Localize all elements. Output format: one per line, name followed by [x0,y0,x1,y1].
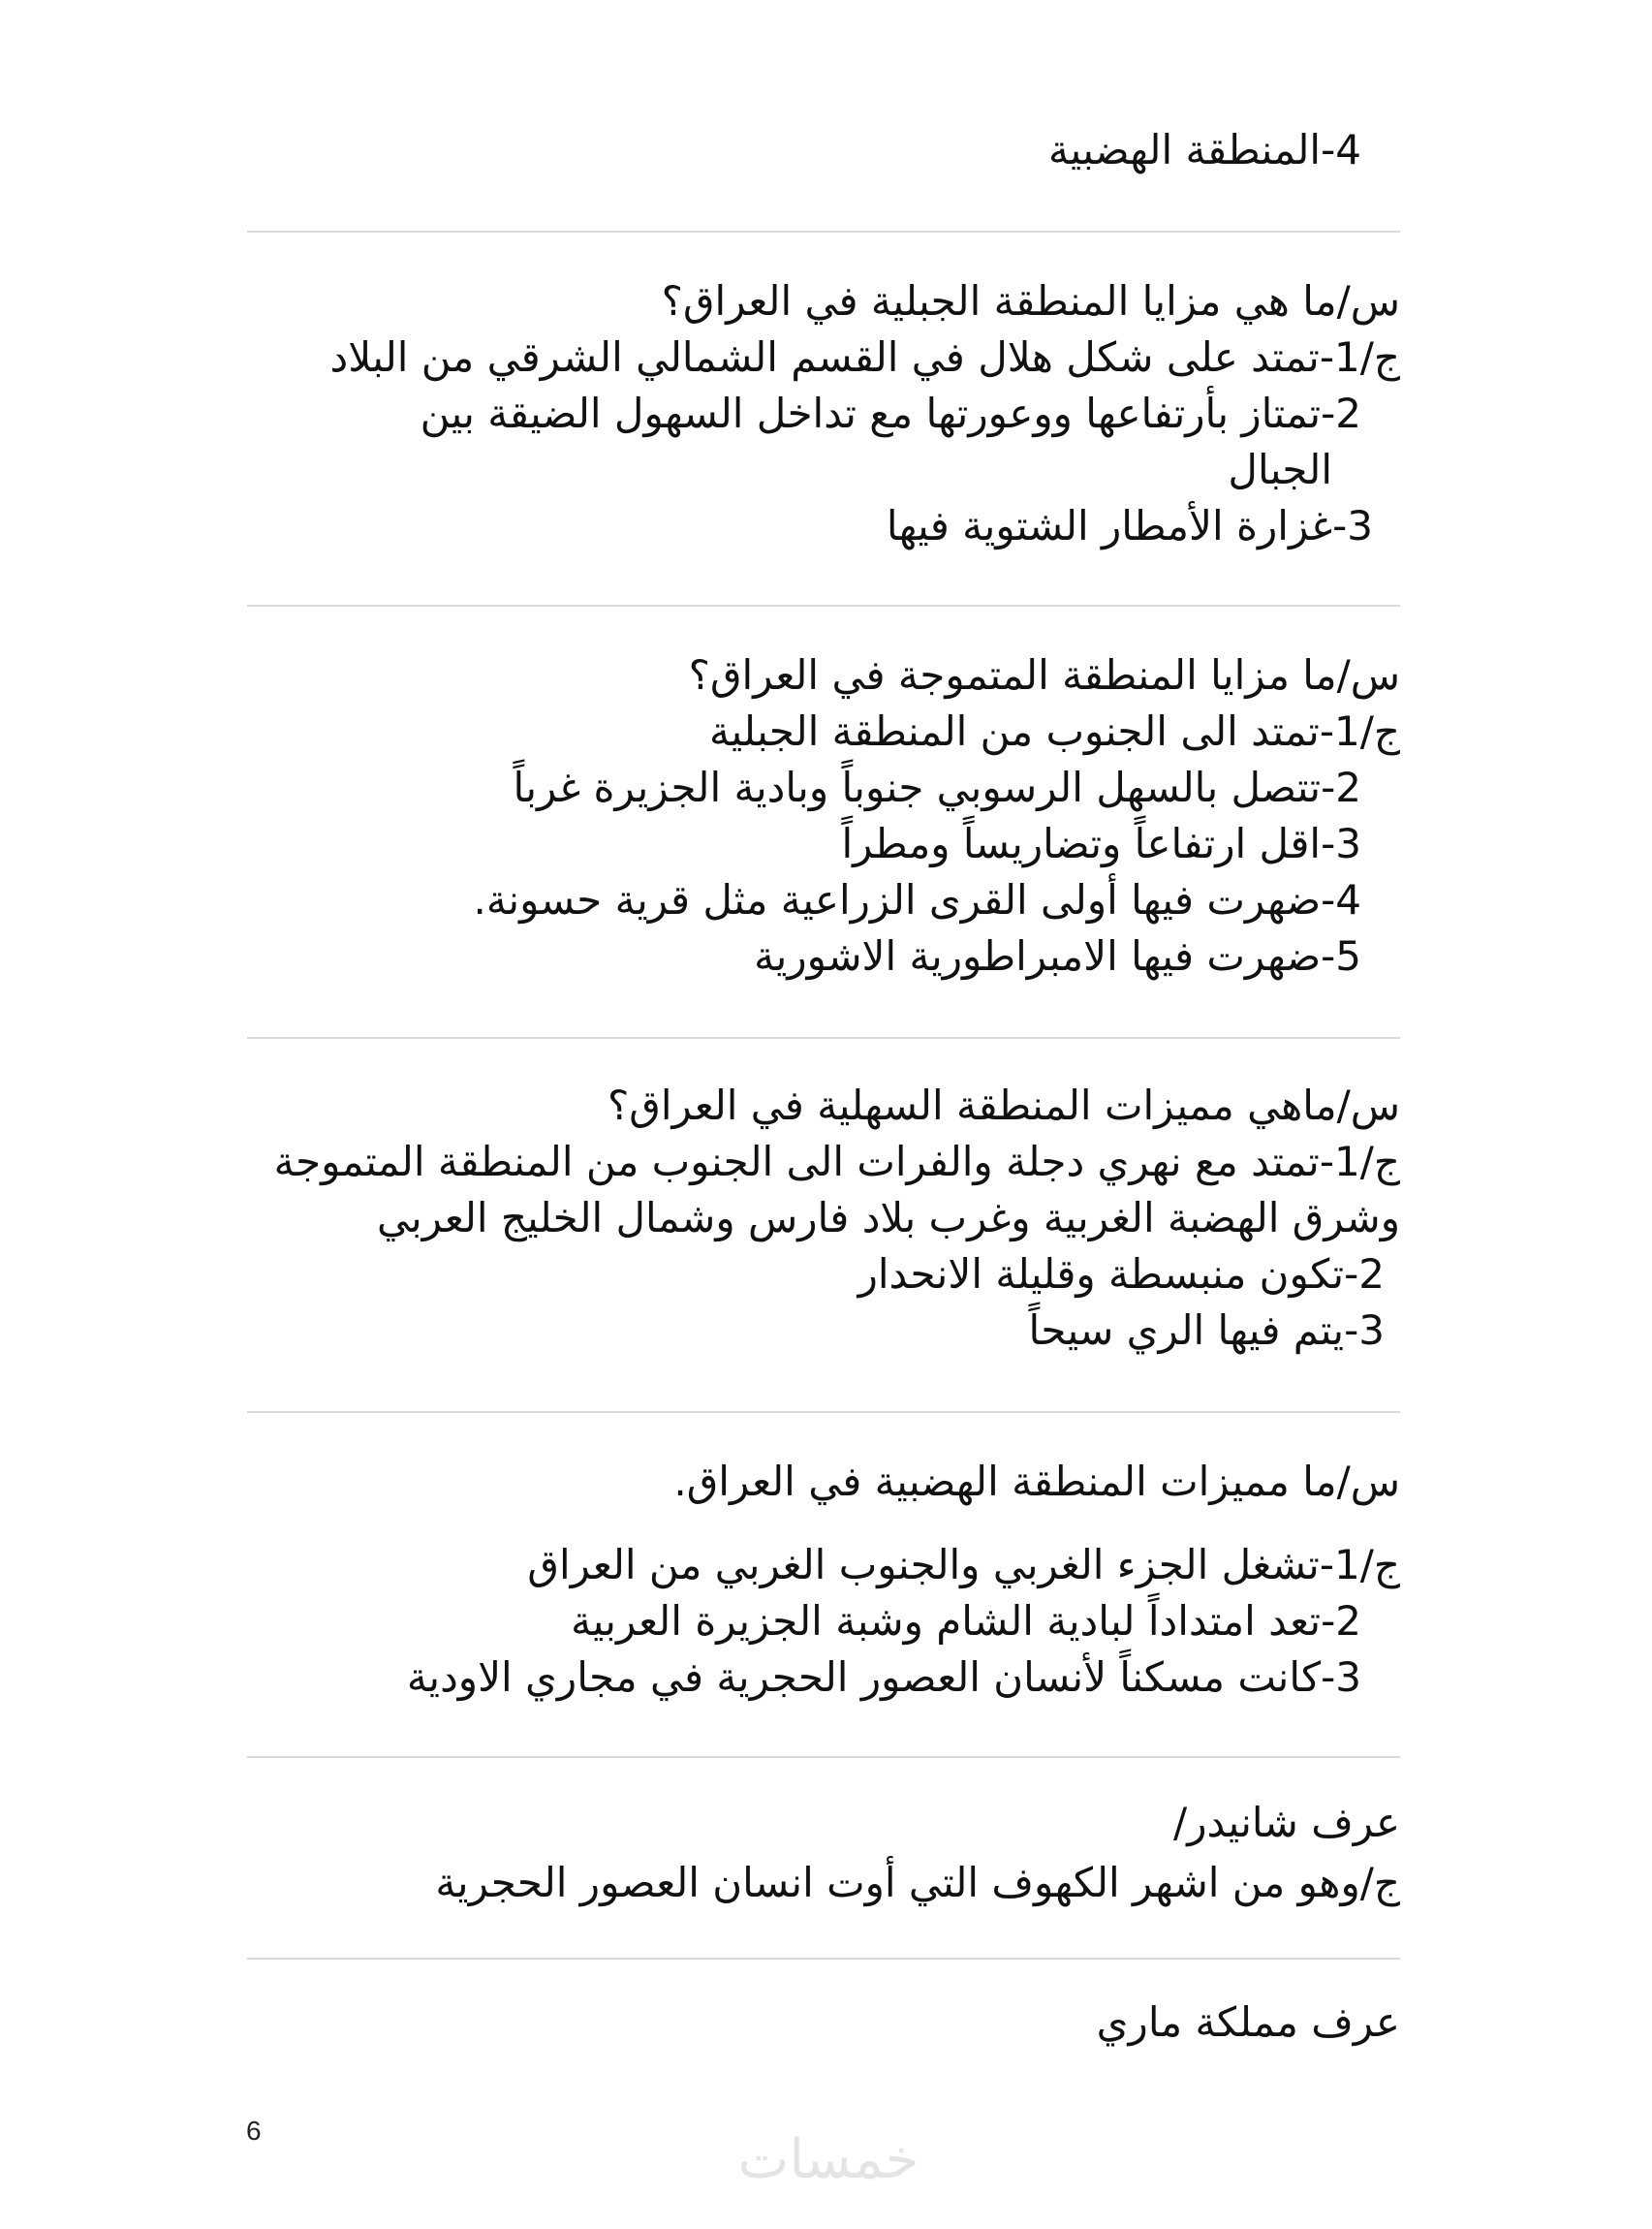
divider [247,1958,1400,1960]
question-undulating: س/ما مزايا المنطقة المتموجة في العراق؟ [688,651,1400,699]
page-number: 6 [246,2116,262,2146]
divider [247,605,1400,607]
answer-line: 4-ضهرت فيها أولى القرى الزراعية مثل قرية حسونة. [473,876,1361,924]
question-mountain: س/ما هي مزايا المنطقة الجبلية في العراق؟ [661,277,1400,325]
answer-line: 3-غزارة الأمطار الشتوية فيها [886,502,1373,549]
answer-line: ج/1-تمتد مع نهري دجلة والفرات الى الجنوب من المنطقة المتموجة [273,1138,1400,1185]
answer-line: وشرق الهضبة الغربية وغرب بلاد فارس وشمال الخليج العربي [376,1194,1400,1241]
question-shanidar: عرف شانيدر/ [1173,1799,1400,1846]
divider [247,1756,1400,1758]
answer-line: الجبال [1228,446,1332,493]
answer-line: 3-يتم فيها الري سيحاً [1028,1306,1385,1354]
divider [247,1037,1400,1039]
watermark-logo: خمسات [737,2128,920,2191]
answer-line: 2-تمتاز بأرتفاعها ووعورتها مع تداخل السهول الضيقة بين [420,390,1361,437]
answer-line: ج/وهو من اشهر الكهوف التي أوت انسان العصور الحجرية [435,1859,1400,1906]
answer-line: 3-اقل ارتفاعاً وتضاريساً ومطراً [841,820,1361,867]
answer-line: ج/1-تمتد الى الجنوب من المنطقة الجبلية [708,707,1400,755]
divider [247,1411,1400,1413]
divider [247,231,1400,233]
question-plain: س/ماهي مميزات المنطقة السهلية في العراق؟ [607,1082,1400,1129]
answer-line: 2-تكون منبسطة وقليلة الانحدار [857,1250,1385,1298]
answer-line: 5-ضهرت فيها الامبراطورية الاشورية [754,932,1361,980]
answer-line: 2-تتصل بالسهل الرسوبي جنوباً وبادية الجزيرة غرباً [513,764,1361,811]
intro-line: 4-المنطقة الهضبية [1048,126,1361,173]
answer-line: ج/1-تمتد على شكل هلال في القسم الشمالي الشرقي من البلاد [329,333,1400,381]
answer-line: 3-كانت مسكناً لأنسان العصور الحجرية في مجاري الاودية [406,1653,1361,1701]
answer-line: ج/1-تشغل الجزء الغربي والجنوب الغربي من العراق [527,1541,1400,1588]
answer-line: 2-تعد امتداداً لبادية الشام وشبة الجزيرة العربية [571,1597,1361,1645]
question-plateau: س/ما مميزات المنطقة الهضبية في العراق. [673,1458,1400,1505]
question-mari: عرف مملكة ماري [1096,1998,1400,2046]
